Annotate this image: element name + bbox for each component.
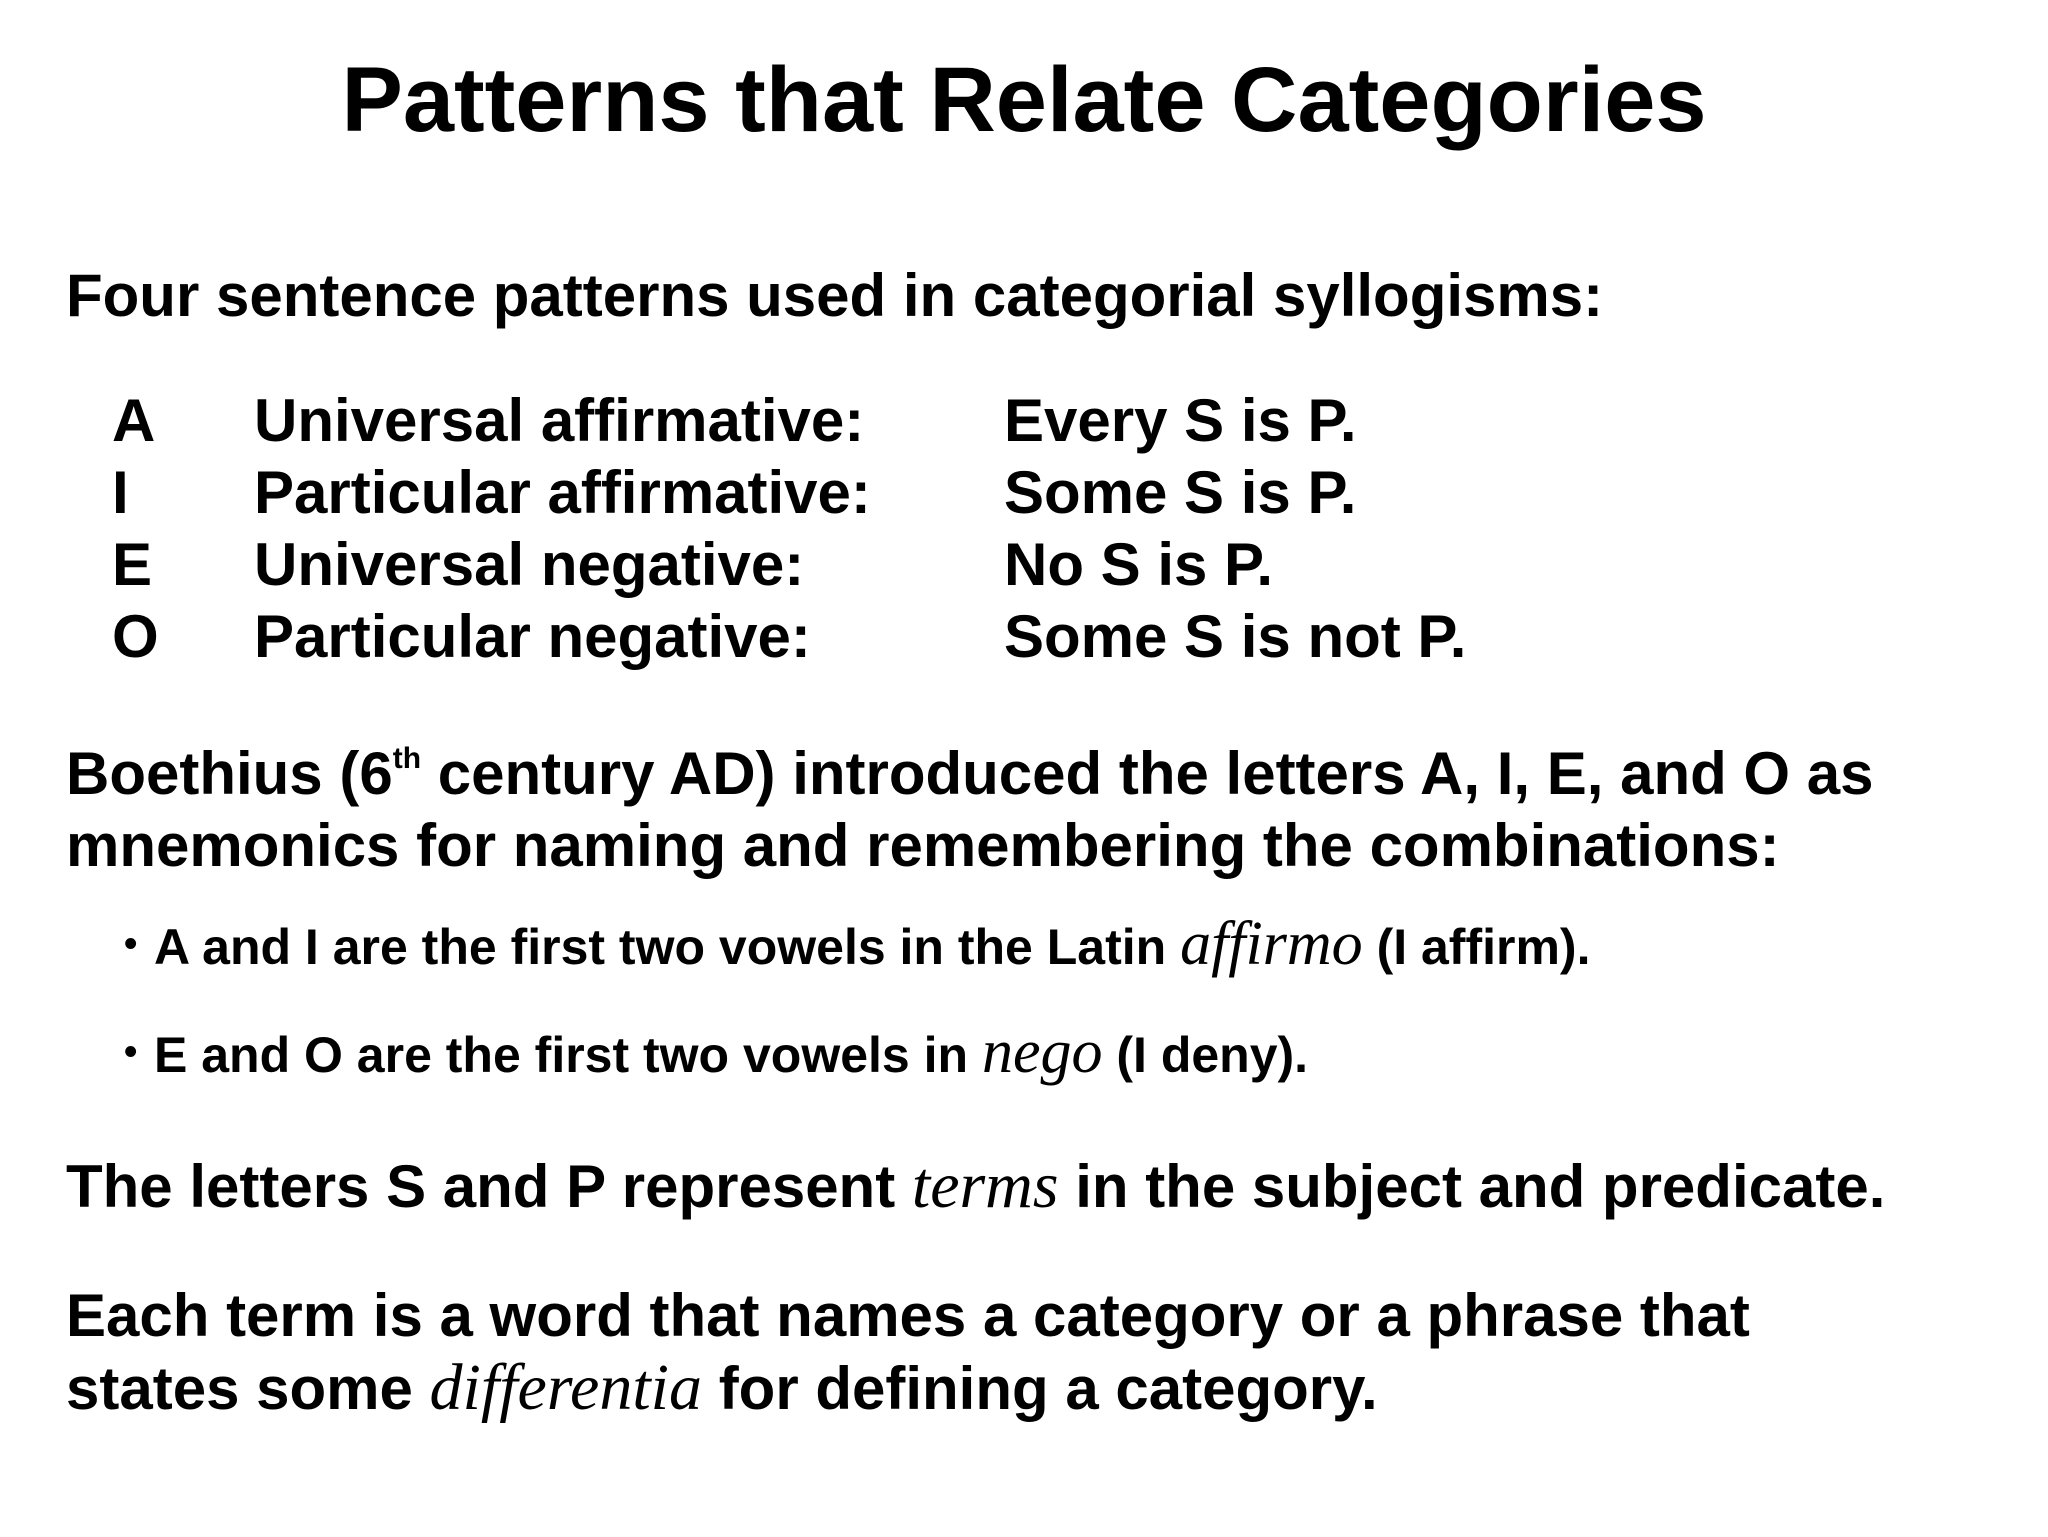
pattern-form: Every S is P.: [1004, 387, 1357, 454]
ordinal-superscript: th: [392, 742, 422, 775]
pattern-form: Some S is not P.: [1004, 603, 1467, 670]
pattern-name: Universal affirmative:: [254, 387, 865, 454]
terms-paragraph: The letters S and P represent terms in the subject and predicate.: [66, 1149, 1886, 1222]
boethius-line-2: mnemonics for naming and remembering the combinations:: [66, 812, 1780, 879]
each-term-line-1: Each term is a word that names a category or a phrase that: [66, 1282, 1750, 1349]
bullet-icon: •: [124, 923, 138, 965]
pattern-name: Universal negative:: [254, 531, 805, 598]
each-term-paragraph: [66, 1280, 1750, 1425]
pattern-letter: I: [112, 459, 129, 526]
boethius-paragraph: [66, 738, 1874, 882]
terms-emphasis: terms: [911, 1149, 1059, 1222]
latin-word: affirmo: [1180, 910, 1363, 978]
bullet-nego: • E and O are the first two vowels in nego (I deny).: [124, 1018, 1309, 1086]
latin-word: nego: [981, 1018, 1103, 1086]
pattern-letter: O: [112, 603, 159, 670]
pattern-name: Particular affirmative:: [254, 459, 871, 526]
differentia-emphasis: differentia: [429, 1351, 703, 1424]
pattern-form: Some S is P.: [1004, 459, 1357, 526]
pattern-letter: E: [112, 531, 153, 598]
pattern-letter: A: [112, 387, 156, 454]
intro-text: Four sentence patterns used in categorial syllogisms:: [66, 262, 1604, 329]
each-term-line-2: states some differentia for defining a category.: [66, 1351, 1378, 1424]
slide-title: Patterns that Relate Categories: [341, 49, 1707, 151]
pattern-form: No S is P.: [1004, 531, 1274, 598]
boethius-line-1: Boethius (6th century AD) introduced the letters A, I, E, and O as: [66, 740, 1874, 807]
bullet-affirmo: • A and I are the first two vowels in the Latin affirmo (I affirm).: [124, 910, 1591, 978]
bullet-icon: •: [124, 1031, 138, 1073]
pattern-name: Particular negative:: [254, 603, 811, 670]
